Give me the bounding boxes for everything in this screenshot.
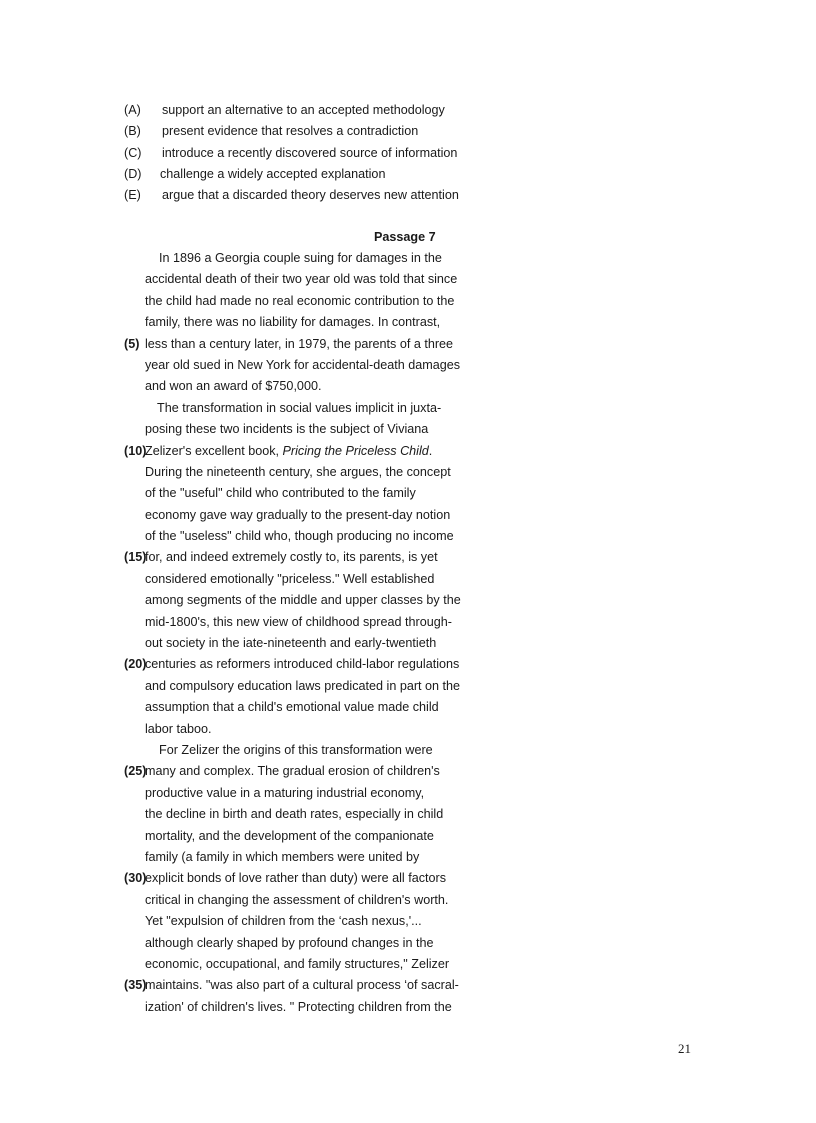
line-text: During the nineteenth century, she argues, the concept: [145, 464, 451, 479]
option-text: argue that a discarded theory deserves new attention: [162, 188, 459, 203]
line-text: of the "useful" child who contributed to the family: [145, 486, 416, 501]
line-text: mortality, and the development of the companionate: [145, 828, 434, 843]
line-text: the decline in birth and death rates, especially in child: [145, 807, 444, 822]
book-title: Pricing the Priceless Child: [282, 443, 429, 458]
line-text: maintains. "was also part of a cultural process ‘of sacral-: [145, 978, 459, 993]
line-text: In 1896 a Georgia couple suing for damages in the: [159, 251, 442, 265]
line-text: economy gave way gradually to the present-day notion: [145, 507, 451, 522]
option-letter: (A): [124, 103, 141, 117]
line-number: (10): [124, 443, 147, 458]
line-text: family (a family in which members were united by: [145, 849, 420, 864]
page-number: 21: [678, 1041, 691, 1056]
line-text: For Zelizer the origins of this transformation were: [159, 742, 433, 757]
line-number: (5): [124, 336, 140, 351]
option-text: introduce a recently discovered source of information: [162, 145, 458, 160]
option-text: present evidence that resolves a contradiction: [162, 124, 419, 139]
line-text: posing these two incidents is the subject of Viviana: [145, 422, 429, 437]
line-text: of the "useless" child who, though producing no income: [145, 529, 454, 544]
answer-option: [124, 100, 459, 121]
line-text: although clearly shaped by profound changes in the: [145, 935, 434, 950]
line-text: family, there was no liability for damages. In contrast,: [145, 315, 441, 330]
answer-options: [124, 100, 459, 206]
line-text: Zelizer's excellent book, Pricing the Priceless Child.: [145, 443, 433, 458]
line-text: ization' of children's lives. " Protecting children from the: [145, 999, 452, 1014]
answer-option: [124, 185, 459, 206]
line-number: (35): [124, 978, 147, 993]
option-letter: (C): [124, 145, 142, 160]
line-text: centuries as reformers introduced child-labor regulations: [145, 657, 460, 672]
line-text: and won an award of $750,000.: [145, 379, 322, 394]
option-letter: (B): [124, 124, 141, 139]
line-text: the child had made no real economic contribution to the: [145, 293, 455, 308]
line-text: for, and indeed extremely costly to, its parents, is yet: [145, 550, 438, 565]
line-text: labor taboo.: [145, 721, 212, 736]
option-text: challenge a widely accepted explanation: [160, 166, 386, 181]
option-letter: (E): [124, 188, 141, 203]
answer-option: [124, 143, 459, 164]
line-number: (15): [124, 550, 147, 565]
line-text: economic, occupational, and family structures," Zelizer: [145, 956, 450, 971]
answer-option: [124, 164, 459, 185]
line-number: (30): [124, 871, 147, 886]
line-text: accidental death of their two year old was told that since: [145, 272, 458, 287]
line-text: considered emotionally "priceless." Well established: [145, 571, 435, 586]
passage-title: Passage 7: [374, 230, 436, 244]
line-text: Yet "expulsion of children from the ‘cash nexus,'...: [145, 914, 422, 929]
answer-option: [124, 121, 459, 142]
line-text: assumption that a child's emotional value made child: [145, 700, 439, 715]
line-text: mid-1800's, this new view of childhood spread through-: [145, 614, 452, 629]
line-number: (25): [124, 764, 147, 779]
line-text: year old sued in New York for accidental-death damages: [145, 357, 461, 372]
line-text: many and complex. The gradual erosion of children's: [145, 764, 440, 779]
line-text: productive value in a maturing industrial economy,: [145, 785, 425, 800]
line-text: among segments of the middle and upper classes by the: [145, 593, 461, 608]
line-number: (20): [124, 657, 147, 672]
line-text: out society in the iate-nineteenth and early-twentieth: [145, 636, 437, 651]
line-text: The transformation in social values implicit in juxta-: [157, 400, 442, 415]
line-text: less than a century later, in 1979, the parents of a three: [145, 336, 454, 351]
option-letter: (D): [124, 166, 142, 181]
option-text: support an alternative to an accepted methodology: [162, 103, 445, 117]
line-text: and compulsory education laws predicated in part on the: [145, 678, 461, 693]
line-text: explicit bonds of love rather than duty) were all factors: [145, 871, 447, 886]
line-text: critical in changing the assessment of children's worth.: [145, 892, 449, 907]
